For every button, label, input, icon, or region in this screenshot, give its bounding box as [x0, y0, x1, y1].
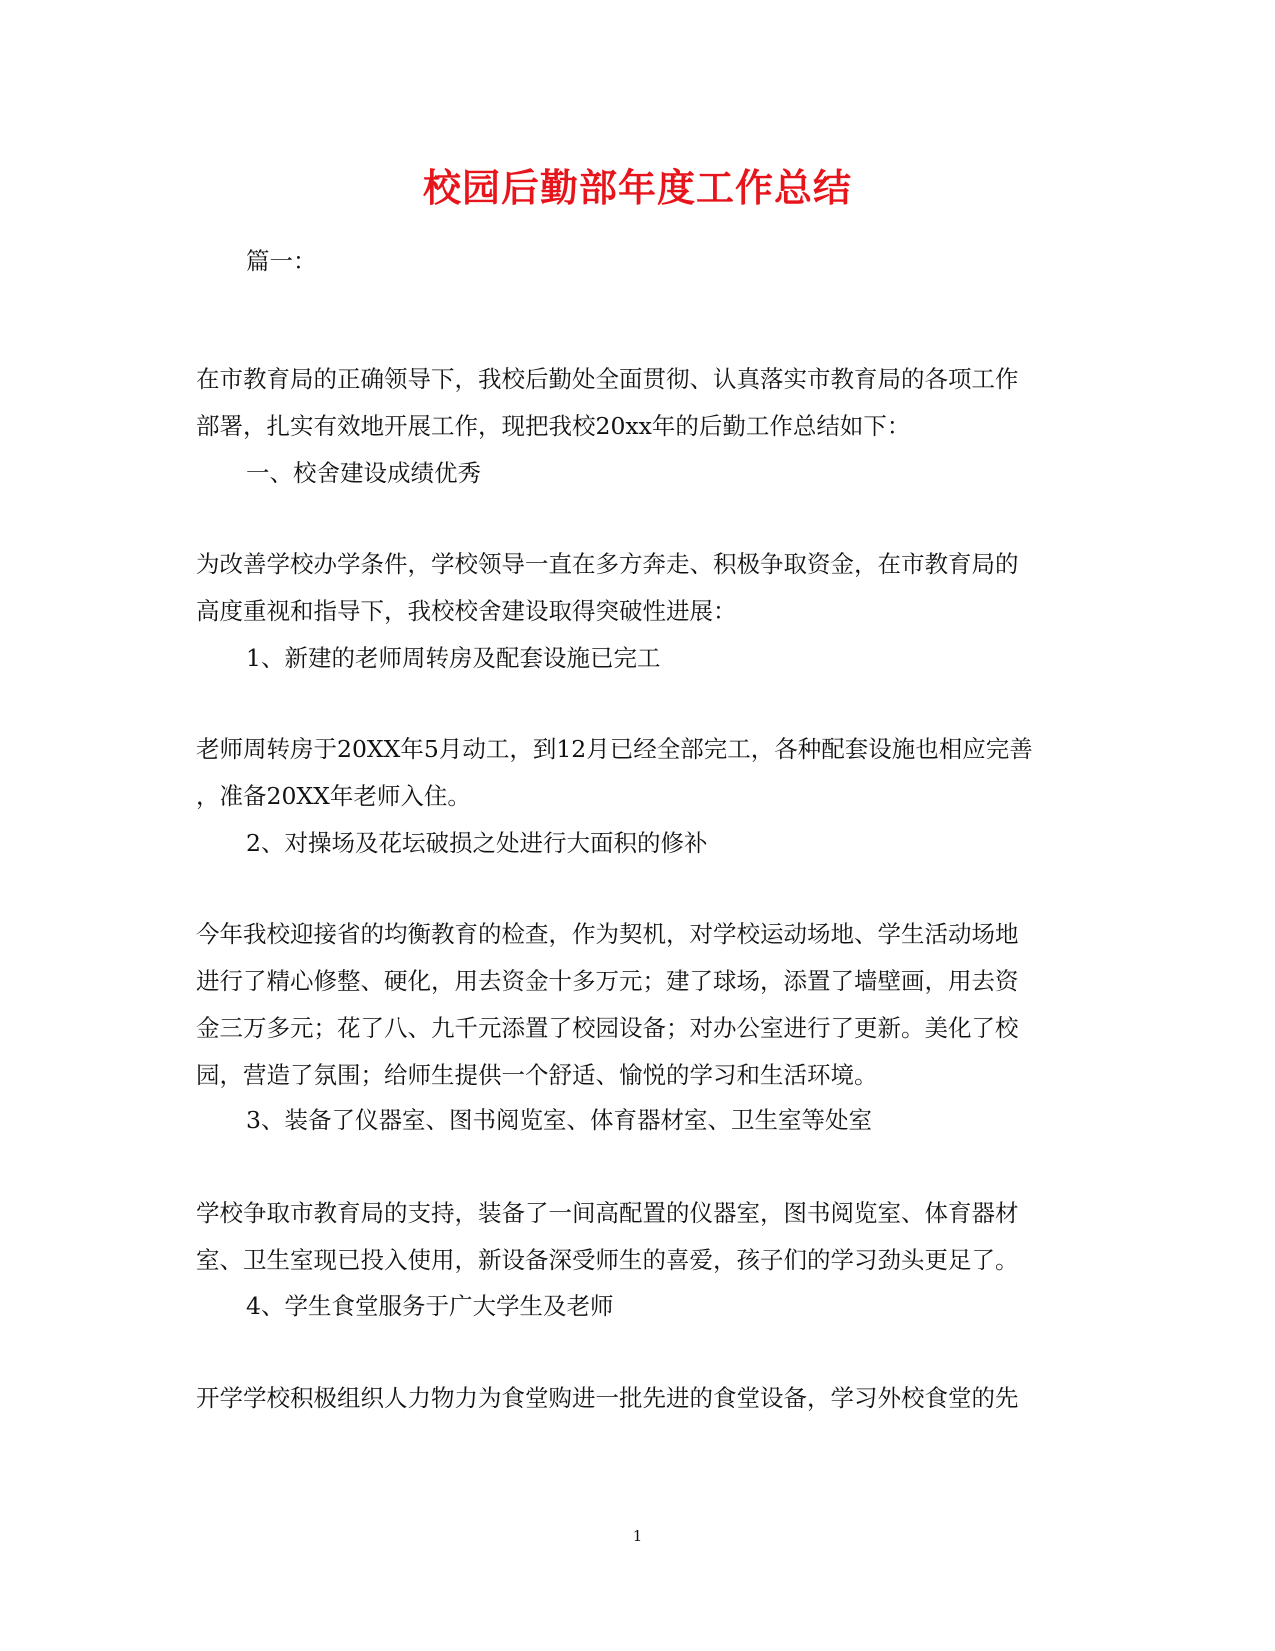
para-3-line-2: 进行了精心修整、硬化，用去资金十多万元；建了球场，添置了墙壁画，用去资 [196, 967, 1019, 995]
para-2-line-1: 老师周转房于20XX年5月动工，到12月已经全部完工，各种配套设施也相应完善 [196, 735, 1033, 763]
para-5-line-1: 开学学校积极组织人力物力为食堂购进一批先进的食堂设备，学习外校食堂的先 [196, 1384, 1019, 1412]
document-title: 校园后勤部年度工作总结 [422, 165, 852, 210]
page-number: 1 [632, 1527, 643, 1545]
item-3: 3、装备了仪器室、图书阅览室、体育器材室、卫生室等处室 [246, 1106, 872, 1134]
para-3-line-1: 今年我校迎接省的均衡教育的检查，作为契机，对学校运动场地、学生活动场地 [196, 920, 1019, 948]
para-3-line-3: 金三万多元；花了八、九千元添置了校园设备；对办公室进行了更新。美化了校 [196, 1014, 1019, 1042]
para-4-line-2: 室、卫生室现已投入使用，新设备深受师生的喜爱，孩子们的学习劲头更足了。 [196, 1246, 1019, 1274]
item-4: 4、学生食堂服务于广大学生及老师 [246, 1292, 614, 1320]
item-2: 2、对操场及花坛破损之处进行大面积的修补 [246, 829, 708, 857]
para-4-line-1: 学校争取市教育局的支持，装备了一间高配置的仪器室，图书阅览室、体育器材 [196, 1199, 1019, 1227]
intro-line-1: 在市教育局的正确领导下，我校后勤处全面贯彻、认真落实市教育局的各项工作 [196, 365, 1019, 393]
item-1: 1、新建的老师周转房及配套设施已完工 [246, 644, 661, 672]
section-label: 篇一： [246, 247, 317, 275]
intro-line-2: 部署，扎实有效地开展工作，现把我校20xx年的后勤工作总结如下： [196, 412, 911, 440]
heading-1: 一、校舍建设成绩优秀 [246, 459, 481, 487]
para-1-line-1: 为改善学校办学条件，学校领导一直在多方奔走、积极争取资金，在市教育局的 [196, 550, 1019, 578]
para-1-line-2: 高度重视和指导下，我校校舍建设取得突破性进展： [196, 597, 737, 625]
para-3-line-4: 园，营造了氛围；给师生提供一个舒适、愉悦的学习和生活环境。 [196, 1061, 878, 1089]
para-2-line-2: ，准备20XX年老师入住。 [196, 782, 471, 810]
